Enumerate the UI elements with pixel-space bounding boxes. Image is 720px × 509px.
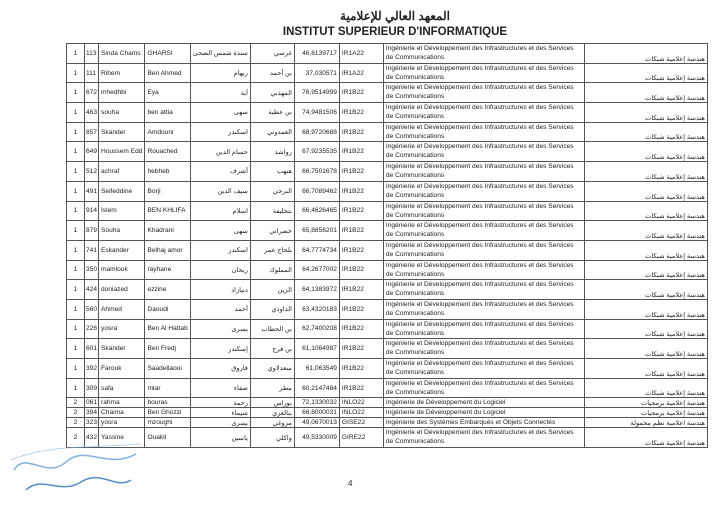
cell-code: 350	[85, 260, 99, 280]
cell-group: 1	[67, 260, 85, 280]
cell-last-name: Daoudi	[145, 299, 190, 319]
cell-last-name: Khadrani	[145, 221, 190, 241]
cell-last-name-ar: غرسي	[250, 44, 294, 64]
results-table	[66, 43, 708, 448]
cell-first-name-ar: اسكندر	[190, 122, 250, 142]
cell-specialty-ar: هندسة إعلامية شبكات	[584, 260, 707, 280]
cell-first-name: souha	[99, 103, 145, 123]
cell-code: 061	[86, 399, 98, 407]
cell-code: 113	[85, 44, 99, 64]
cell-specialty: Ingénierie et Développement des Infrastructures et des Services de Communications	[383, 428, 584, 448]
cell-code: 512	[85, 162, 99, 182]
cell-specialty: Ingénierie et Développement des Infrastructures et des Services de Communications	[383, 319, 584, 339]
cell-last-name: mzoughi	[145, 418, 190, 428]
cell-class: IR1B22	[339, 359, 383, 379]
cell-class: IR1B22	[339, 221, 383, 241]
cell-last-name: Ben Al Hattab	[145, 319, 190, 339]
table-row	[67, 408, 708, 418]
cell-last-name-ar: العمدوني	[250, 122, 294, 142]
cell-last-name-ar: سعدلاوي	[250, 359, 294, 379]
cell-specialty-ar: هندسة إعلامية شبكات	[584, 359, 707, 379]
cell-first-name: Ahmed	[99, 299, 145, 319]
cell-group: 1	[67, 359, 85, 379]
cell-first-name: mhedhbi	[99, 83, 145, 103]
cell-first-name: Seifeddine	[99, 181, 145, 201]
cell-specialty-ar: هندسة إعلامية شبكات	[584, 280, 707, 300]
cell-first-name-ar: سندة شمس الضحى	[190, 44, 250, 64]
cell-specialty: Ingénierie et Développement des Infrastructures et des Services de Communications	[383, 44, 584, 64]
cell-last-name: mtar	[145, 378, 190, 398]
cell-class: IR1B22	[339, 240, 383, 260]
cell-first-name: safa	[99, 378, 145, 398]
cell-group: 2	[67, 408, 85, 418]
cell-last-name-ar: بن عطية	[250, 103, 294, 123]
cell-code: 432	[85, 428, 99, 448]
cell-last-name-ar: المملوك	[250, 260, 294, 280]
cell-first-name: Chaima	[99, 408, 145, 418]
cell-group: 1	[67, 339, 85, 359]
table-row	[67, 359, 708, 379]
cell-specialty-ar: هندسة إعلامية شبكات	[584, 142, 707, 162]
cell-score: 76,9514999	[294, 83, 339, 103]
cell-first-name: mamlouk	[99, 260, 145, 280]
cell-code: 463	[85, 103, 99, 123]
cell-first-name: yosra	[99, 418, 145, 428]
cell-specialty-ar: هندسة إعلامية شبكات	[584, 339, 707, 359]
cell-specialty: Ingénierie et Développement des Infrastructures et des Services de Communications	[383, 162, 584, 182]
cell-last-name: BEN KHLIFA	[145, 201, 190, 221]
cell-specialty-ar: هندسة إعلامية شبكات	[584, 103, 707, 123]
cell-last-name-ar: بلحاج عمر	[250, 240, 294, 260]
cell-group: 1	[67, 240, 85, 260]
cell-score: 67,9235535	[294, 142, 339, 162]
table-row	[67, 44, 708, 64]
cell-specialty: Ingénierie et Développement des Infrastructures et des Services de Communications	[383, 280, 584, 300]
cell-last-name: Rouached	[145, 142, 190, 162]
cell-code: 392	[85, 359, 99, 379]
cell-specialty-ar: هندسة إعلامية شبكات	[584, 319, 707, 339]
cell-code: 672	[85, 83, 99, 103]
table-row	[67, 339, 708, 359]
cell-code: 560	[85, 299, 99, 319]
table-row	[67, 221, 708, 241]
cell-last-name-ar: خضراني	[250, 221, 294, 241]
cell-group: 2	[67, 398, 85, 408]
cell-last-name-ar: واكلي	[250, 428, 294, 448]
table-row	[67, 201, 708, 221]
cell-first-name-ar: ريحان	[190, 260, 250, 280]
table-row	[67, 398, 708, 408]
cell-class: IR1B22	[339, 103, 383, 123]
cell-first-name: Sinda Chams	[99, 44, 145, 64]
table-row	[67, 260, 708, 280]
cell-class: INLO22	[339, 398, 383, 408]
cell-specialty-ar: هندسة اعلامية نظم محمولة	[584, 418, 707, 428]
cell-score: 66,7089462	[294, 181, 339, 201]
cell-first-name: achraf	[99, 162, 145, 182]
cell-first-name-ar: اسكندر	[190, 240, 250, 260]
cell-first-name-ar: صفاء	[190, 378, 250, 398]
cell-group: 2	[67, 418, 85, 428]
cell-score: 46,6139717	[294, 44, 339, 64]
cell-specialty-ar: هندسة إعلامية شبكات	[584, 201, 707, 221]
cell-last-name: Eya	[145, 83, 190, 103]
cell-first-name-ar: سهى	[190, 103, 250, 123]
cell-group: 1	[67, 319, 85, 339]
cell-group: 1	[67, 63, 85, 83]
cell-last-name-ar: المهذبي	[250, 83, 294, 103]
cell-last-name-ar: الزين	[250, 280, 294, 300]
cell-last-name-ar: بن أحمد	[250, 63, 294, 83]
cell-score: 66,4626465	[294, 201, 339, 221]
cell-group: 1	[67, 378, 85, 398]
cell-specialty: Ingénierie et Développement des Infrastructures et des Services de Communications	[383, 122, 584, 142]
cell-score: 64,2677002	[294, 260, 339, 280]
cell-score: 49,5330009	[294, 428, 339, 448]
table-row	[67, 83, 708, 103]
cell-specialty: Ingénierie et Développement des Infrastructures et des Services de Communications	[383, 299, 584, 319]
cell-code: 424	[85, 280, 99, 300]
cell-specialty-ar: هندسة إعلامية شبكات	[584, 428, 707, 448]
cell-specialty: Ingénierie et Développement des Infrastructures et des Services de Communications	[383, 83, 584, 103]
cell-first-name: Souha	[99, 221, 145, 241]
cell-first-name: Houssem Edd	[99, 142, 145, 162]
cell-specialty: Ingénierie et Développement des Infrastructures et des Services de Communications	[383, 142, 584, 162]
cell-specialty-ar: هندسة إعلامية شبكات	[584, 240, 707, 260]
cell-last-name-ar: البرجي	[250, 181, 294, 201]
cell-score: 62,7400208	[294, 319, 339, 339]
institute-title-french: INSTITUT SUPERIEUR D'INFORMATIQUE	[282, 26, 508, 38]
cell-last-name: Ben Ahmed	[145, 63, 190, 83]
cell-first-name: Eskander	[99, 240, 145, 260]
cell-first-name: Farouk	[99, 359, 145, 379]
cell-last-name: Saadellaoui	[145, 359, 190, 379]
cell-class: IR1B22	[339, 339, 383, 359]
table-row	[67, 319, 708, 339]
cell-class: IR1B22	[339, 142, 383, 162]
cell-last-name: rayhane	[145, 260, 190, 280]
cell-code: 491	[85, 181, 99, 201]
cell-last-name: GHARSI	[145, 44, 190, 64]
cell-first-name-ar: شيماء	[190, 408, 250, 418]
cell-first-name-ar: اسلام	[190, 201, 250, 221]
cell-last-name: Ben Fredj	[145, 339, 190, 359]
cell-last-name: Ben Ghozzi	[145, 408, 190, 418]
cell-score: 65,8856201	[294, 221, 339, 241]
cell-score: 63,4320183	[294, 299, 339, 319]
cell-first-name-ar: دنيازاد	[190, 280, 250, 300]
cell-class: IR1B22	[339, 260, 383, 280]
cell-score: 49,0670013	[294, 418, 339, 428]
cell-specialty-ar: هندسة إعلامية شبكات	[584, 221, 707, 241]
cell-first-name-ar: إسكندر	[190, 339, 250, 359]
table-row	[67, 378, 708, 398]
cell-last-name-ar: هبهب	[250, 162, 294, 182]
cell-last-name: ben attia	[145, 103, 190, 123]
cell-specialty: Ingénierie et Développement des Infrastructures et des Services de Communications	[383, 260, 584, 280]
cell-class: IR1B22	[339, 319, 383, 339]
cell-group: 1	[67, 221, 85, 241]
cell-specialty-ar: هندسة إعلامية شبكات	[584, 83, 707, 103]
cell-group: 1	[67, 44, 85, 64]
cell-class: IR1B22	[339, 280, 383, 300]
cell-group: 1	[67, 181, 85, 201]
cell-specialty-ar: هندسة إعلامية شبكات	[584, 162, 707, 182]
cell-last-name-ar: مزوغي	[250, 418, 294, 428]
cell-group: 1	[67, 299, 85, 319]
cell-specialty-ar: هندسة إعلامية شبكات	[584, 63, 707, 83]
cell-specialty: Ingénierie et Développement des Infrastructures et des Services de Communications	[383, 181, 584, 201]
cell-specialty: Ingénierie et Développement des Infrastructures et des Services de Communications	[383, 63, 584, 83]
cell-specialty-ar: هندسة إعلامية شبكات	[584, 378, 707, 398]
cell-code: 394	[86, 409, 98, 417]
cell-class: IR1A22	[339, 63, 383, 83]
cell-code: 857	[85, 122, 99, 142]
cell-code: 309	[85, 378, 99, 398]
cell-first-name-ar: يسرى	[190, 418, 250, 428]
cell-last-name-ar: الداودي	[250, 299, 294, 319]
cell-last-name: Amdouni	[145, 122, 190, 142]
cell-specialty: Ingénierie et Développement des Infrastructures et des Services de Communications	[383, 339, 584, 359]
cell-specialty-ar: هندسة إعلامية شبكات	[584, 299, 707, 319]
cell-first-name-ar: يسرى	[190, 319, 250, 339]
cell-first-name-ar: رحمة	[190, 398, 250, 408]
cell-first-name-ar: أحمد	[190, 299, 250, 319]
cell-group: 2	[67, 428, 85, 448]
cell-first-name-ar: ياسين	[190, 428, 250, 448]
cell-specialty-ar: هندسة إعلامية شبكات	[584, 181, 707, 201]
cell-class: IR1B22	[339, 83, 383, 103]
cell-score: 72,1330032	[294, 398, 339, 408]
cell-class: IR1B22	[339, 122, 383, 142]
page-number: 4	[348, 479, 353, 488]
table-row	[67, 240, 708, 260]
cell-score: 74,9481506	[294, 103, 339, 123]
table-row	[67, 418, 708, 428]
cell-last-name-ar: بن الحطاب	[250, 319, 294, 339]
cell-score: 66,7501678	[294, 162, 339, 182]
cell-class: IR1B22	[339, 162, 383, 182]
cell-group: 1	[67, 201, 85, 221]
cell-specialty: Ingénierie de Développement du Logiciel	[383, 408, 584, 418]
table-row	[67, 103, 708, 123]
cell-group: 1	[67, 122, 85, 142]
cell-code: 879	[85, 221, 99, 241]
cell-specialty: Ingénierie des Systèmes Embarqués et Objets Connectés	[383, 418, 584, 428]
cell-group: 1	[67, 142, 85, 162]
cell-code: 226	[85, 319, 99, 339]
cell-last-name-ar: مطر	[250, 378, 294, 398]
cell-first-name: Skander	[99, 122, 145, 142]
cell-group: 1	[67, 162, 85, 182]
cell-last-name-ar: بنخليفة	[250, 201, 294, 221]
cell-specialty: Ingénierie et Développement des Infrastructures et des Services de Communications	[383, 378, 584, 398]
cell-first-name: doniazed	[99, 280, 145, 300]
table-row	[67, 428, 708, 448]
cell-first-name-ar: أشرف	[190, 162, 250, 182]
cell-class: IR1B22	[339, 181, 383, 201]
cell-last-name: bouras	[145, 398, 190, 408]
table-row	[67, 181, 708, 201]
cell-last-name-ar: بوراس	[250, 398, 294, 408]
cell-class: GISE22	[339, 418, 383, 428]
cell-last-name: ezzine	[145, 280, 190, 300]
cell-score: 37,030571	[294, 63, 339, 83]
cell-class: INLO22	[339, 408, 383, 418]
cell-class: IR1B22	[339, 299, 383, 319]
cell-code: 914	[85, 201, 99, 221]
cell-class: GIRE22	[339, 428, 383, 448]
cell-score: 64,1383972	[294, 280, 339, 300]
cell-last-name: hebheb	[145, 162, 190, 182]
cell-score: 66,8000031	[294, 408, 339, 418]
table-row	[67, 162, 708, 182]
cell-first-name-ar: آية	[190, 83, 250, 103]
cell-score: 61,1064987	[294, 339, 339, 359]
cell-last-name-ar: رواشد	[250, 142, 294, 162]
cell-first-name-ar: ريهام	[190, 63, 250, 83]
cell-specialty: Ingénierie de Développement du Logiciel	[383, 398, 584, 408]
cell-specialty: Ingénierie et Développement des Infrastructures et des Services de Communications	[383, 201, 584, 221]
cell-first-name-ar: حسام الدين	[190, 142, 250, 162]
cell-first-name-ar: سيف الدين	[190, 181, 250, 201]
signature-stamp	[6, 440, 146, 500]
cell-group: 1	[67, 103, 85, 123]
cell-last-name: Belhaj amor	[145, 240, 190, 260]
institute-title-arabic: المعهد العالي للإعلامية	[340, 9, 450, 23]
cell-last-name: Borji	[145, 181, 190, 201]
cell-last-name-ar: بنالغزي	[250, 408, 294, 418]
cell-specialty-ar: هندسة إعلامية برمجيات	[584, 408, 707, 418]
table-row	[67, 280, 708, 300]
cell-first-name: yosra	[99, 319, 145, 339]
table-row	[67, 142, 708, 162]
cell-score: 60,2147484	[294, 378, 339, 398]
table-row	[67, 63, 708, 83]
cell-specialty-ar: هندسة إعلامية برمجيات	[584, 398, 707, 408]
cell-first-name: Yassine	[99, 428, 145, 448]
cell-first-name-ar: سهى	[190, 221, 250, 241]
table-row	[67, 299, 708, 319]
cell-score: 68,9720688	[294, 122, 339, 142]
cell-class: IR1B22	[339, 378, 383, 398]
cell-score: 61,063549	[294, 359, 339, 379]
cell-first-name-ar: فاروق	[190, 359, 250, 379]
cell-specialty: Ingénierie et Développement des Infrastructures et des Services de Communications	[383, 103, 584, 123]
cell-specialty: Ingénierie et Développement des Infrastructures et des Services de Communications	[383, 240, 584, 260]
cell-last-name-ar: بن فرج	[250, 339, 294, 359]
cell-first-name: Rihem	[99, 63, 145, 83]
cell-specialty: Ingénierie et Développement des Infrastructures et des Services de Communications	[383, 359, 584, 379]
cell-group: 1	[67, 83, 85, 103]
cell-specialty: Ingénierie et Développement des Infrastructures et des Services de Communications	[383, 221, 584, 241]
cell-first-name: Islem	[99, 201, 145, 221]
cell-last-name: Ouakli	[145, 428, 190, 448]
cell-specialty-ar: هندسة إعلامية شبكات	[584, 44, 707, 64]
cell-first-name: Skander	[99, 339, 145, 359]
cell-code: 741	[85, 240, 99, 260]
cell-class: IR1A22	[339, 44, 383, 64]
cell-code: 111	[85, 63, 99, 83]
cell-code: 649	[85, 142, 99, 162]
cell-code: 323	[86, 419, 98, 427]
cell-code: 601	[85, 339, 99, 359]
cell-specialty-ar: هندسة إعلامية شبكات	[584, 122, 707, 142]
cell-group: 1	[67, 280, 85, 300]
cell-score: 64,7774734	[294, 240, 339, 260]
table-row	[67, 122, 708, 142]
cell-first-name: rahma	[99, 398, 145, 408]
cell-class: IR1B22	[339, 201, 383, 221]
